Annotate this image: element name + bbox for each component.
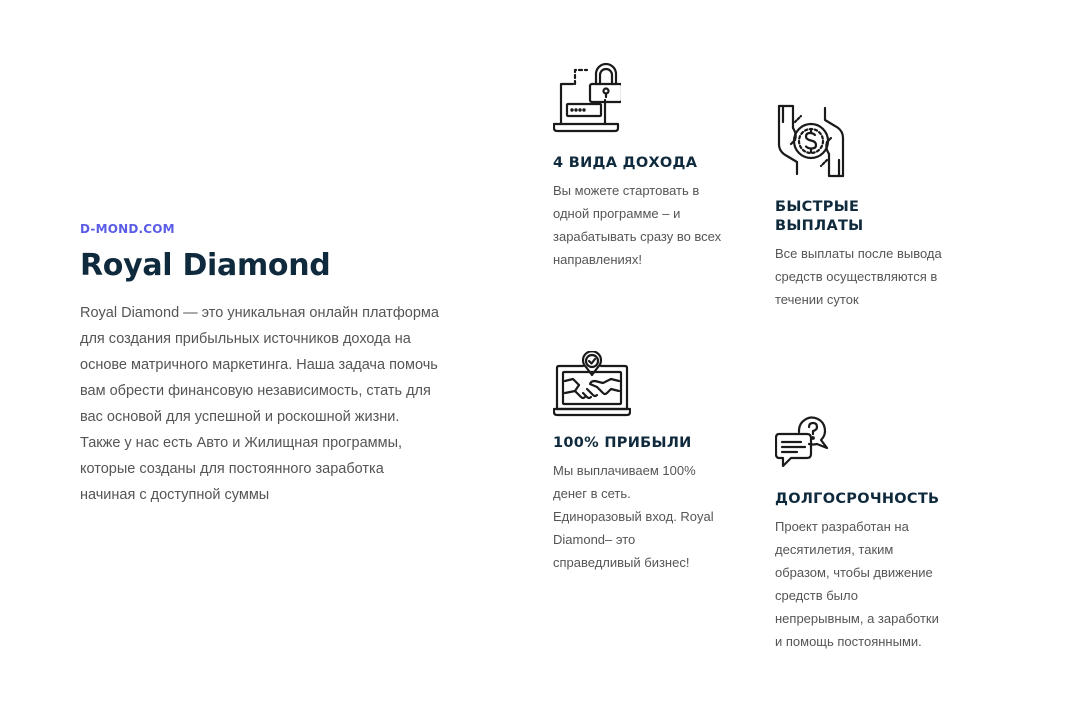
- feature-description: Все выплаты после вывода средств осуществляются в течении суток: [775, 246, 942, 307]
- feature-title: 4 ВИДА ДОХОДА: [553, 155, 698, 171]
- feature-description: Мы выплачиваем 100% денег в сеть. Единоразовый вход. Royal Diamond– это справедливый бизнес!: [553, 463, 714, 570]
- feature-title: БЫСТРЫЕ ВЫПЛАТЫ: [775, 199, 864, 234]
- intro-section: [80, 222, 460, 508]
- laptop-handshake-icon: [553, 351, 631, 417]
- feature-description: Проект разработан на десятилетия, таким образом, чтобы движение средств было непрерывным, а заработки и помощь постоянными.: [775, 519, 939, 649]
- chat-question-icon: [775, 414, 831, 470]
- feature-income-types: [553, 62, 723, 271]
- feature-description: Вы можете стартовать в одной программе – и зарабатывать сразу во всех направлениях!: [553, 183, 722, 267]
- site-domain-label: D-MOND.COM: [80, 222, 175, 236]
- hands-dollar-coin-icon: [775, 104, 847, 178]
- feature-full-profit: [553, 351, 723, 574]
- feature-title: ДОЛГОСРОЧНОСТЬ: [775, 491, 940, 507]
- laptop-lock-icon: [553, 62, 621, 134]
- intro-description: Royal Diamond — это уникальная онлайн платформа для создания прибыльных источников дохода на основе матричного маркетинга. Наша задача помочь вам обрести финансовую независимость, стать для вас основой для успешной и роскошной жизни. Также у нас есть Авто и Жилищная программы, которые созданы для постоянного заработка начиная с доступной суммы: [80, 305, 439, 503]
- feature-fast-payouts: [775, 104, 945, 311]
- page-title: Royal Diamond: [80, 248, 331, 283]
- feature-longevity: [775, 414, 945, 653]
- feature-title: 100% ПРИБЫЛИ: [553, 435, 692, 451]
